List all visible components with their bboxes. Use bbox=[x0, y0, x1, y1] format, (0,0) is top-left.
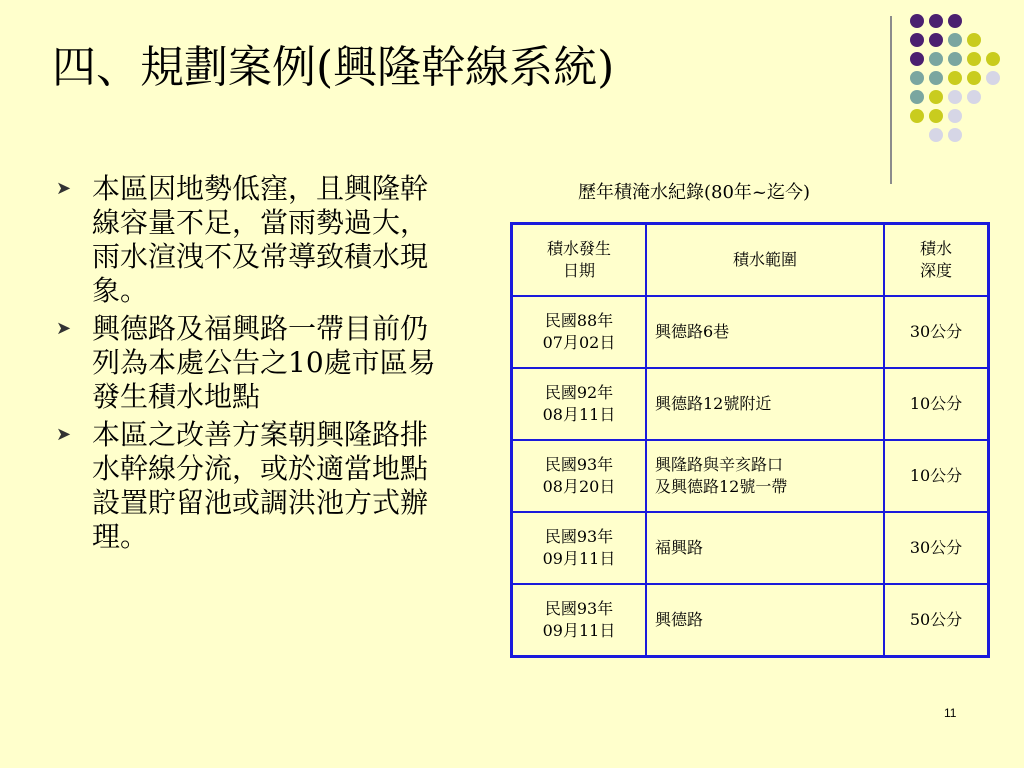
cell-range-line: 及興德路12號一帶 bbox=[655, 477, 788, 496]
header-depth bbox=[884, 224, 989, 297]
cell-date bbox=[512, 296, 647, 368]
decorative-dot bbox=[967, 71, 981, 85]
cell-date-line: 民國93年 bbox=[544, 527, 614, 546]
cell-date-line: 08月11日 bbox=[542, 405, 616, 424]
cell-range bbox=[646, 296, 884, 368]
cell-date-line: 08月20日 bbox=[542, 477, 616, 496]
cell-date-line: 民國88年 bbox=[544, 311, 614, 330]
header-date-line: 日期 bbox=[562, 261, 595, 280]
cell-range-line: 興德路12號附近 bbox=[655, 394, 772, 413]
cell-depth: 10公分 bbox=[884, 440, 989, 512]
header-depth-line: 積水 bbox=[919, 239, 952, 258]
decorative-dot bbox=[929, 90, 943, 104]
decorative-dot-grid bbox=[910, 14, 1010, 164]
decorative-dot bbox=[929, 71, 943, 85]
cell-depth: 10公分 bbox=[884, 368, 989, 440]
decorative-dot bbox=[948, 90, 962, 104]
cell-date-line: 07月02日 bbox=[542, 333, 616, 352]
cell-range bbox=[646, 512, 884, 584]
decorative-dot bbox=[986, 52, 1000, 66]
cell-range-line: 福興路 bbox=[655, 538, 704, 557]
decorative-dot bbox=[967, 90, 981, 104]
cell-date-line: 09月11日 bbox=[542, 549, 616, 568]
decorative-dot bbox=[929, 128, 943, 142]
cell-date bbox=[512, 512, 647, 584]
decorative-dot bbox=[910, 109, 924, 123]
decorative-dot bbox=[929, 33, 943, 47]
table-row bbox=[512, 440, 989, 512]
bullet-text: 興德路及福興路一帶目前仍列為本處公告之10處市區易發生積水地點 bbox=[92, 312, 436, 413]
decorative-dot bbox=[948, 52, 962, 66]
cell-date bbox=[512, 440, 647, 512]
arrow-bullet-icon: ➤ bbox=[56, 424, 72, 445]
decorative-dot bbox=[910, 52, 924, 66]
table-row bbox=[512, 584, 989, 657]
cell-date-line: 民國93年 bbox=[544, 599, 614, 618]
cell-date bbox=[512, 584, 647, 657]
decorative-dot bbox=[929, 109, 943, 123]
header-range bbox=[646, 224, 884, 297]
table-header-row bbox=[512, 224, 989, 297]
bullet-item bbox=[52, 312, 452, 414]
decorative-dot bbox=[910, 33, 924, 47]
table-row bbox=[512, 368, 989, 440]
cell-range bbox=[646, 368, 884, 440]
cell-range-line: 興德路6巷 bbox=[655, 322, 730, 341]
header-date-line: 積水發生 bbox=[546, 239, 611, 258]
slide-title: 四、規劃案例(興隆幹線系統) bbox=[52, 42, 615, 93]
cell-depth: 30公分 bbox=[884, 296, 989, 368]
table-row bbox=[512, 296, 989, 368]
page-number: 11 bbox=[944, 706, 957, 720]
cell-depth: 30公分 bbox=[884, 512, 989, 584]
cell-range-line: 興隆路與辛亥路口 bbox=[655, 455, 784, 474]
arrow-bullet-icon: ➤ bbox=[56, 178, 72, 199]
table-caption: 歷年積淹水紀錄(80年~迄今) bbox=[578, 182, 811, 203]
table-row bbox=[512, 512, 989, 584]
decorative-dot bbox=[910, 14, 924, 28]
decorative-dot bbox=[948, 71, 962, 85]
cell-range-line: 興德路 bbox=[655, 610, 704, 629]
decorative-dot bbox=[948, 33, 962, 47]
decorative-dot bbox=[986, 71, 1000, 85]
arrow-bullet-icon: ➤ bbox=[56, 318, 72, 339]
cell-date-line: 民國92年 bbox=[544, 383, 614, 402]
decorative-dot bbox=[967, 52, 981, 66]
decorative-dot bbox=[948, 14, 962, 28]
cell-range bbox=[646, 440, 884, 512]
decorative-dot bbox=[967, 33, 981, 47]
flood-record-table bbox=[510, 222, 990, 658]
cell-range bbox=[646, 584, 884, 657]
bullet-list bbox=[52, 172, 452, 558]
decorative-dot bbox=[910, 90, 924, 104]
header-depth-line: 深度 bbox=[919, 261, 952, 280]
decorative-dot bbox=[948, 109, 962, 123]
decorative-dot bbox=[948, 128, 962, 142]
bullet-item bbox=[52, 172, 452, 308]
cell-depth: 50公分 bbox=[884, 584, 989, 657]
cell-date bbox=[512, 368, 647, 440]
title-divider-line bbox=[890, 16, 892, 184]
bullet-text: 本區因地勢低窪，且興隆幹線容量不足，當雨勢過大，雨水渲洩不及常導致積水現象。 bbox=[92, 172, 429, 307]
bullet-item bbox=[52, 418, 452, 554]
cell-date-line: 09月11日 bbox=[542, 621, 616, 640]
decorative-dot bbox=[929, 52, 943, 66]
header-range-line: 積水範圍 bbox=[732, 250, 797, 269]
decorative-dot bbox=[910, 71, 924, 85]
cell-date-line: 民國93年 bbox=[544, 455, 614, 474]
decorative-dot bbox=[929, 14, 943, 28]
header-date bbox=[512, 224, 647, 297]
bullet-text: 本區之改善方案朝興隆路排水幹線分流，或於適當地點設置貯留池或調洪池方式辦理。 bbox=[92, 418, 429, 553]
